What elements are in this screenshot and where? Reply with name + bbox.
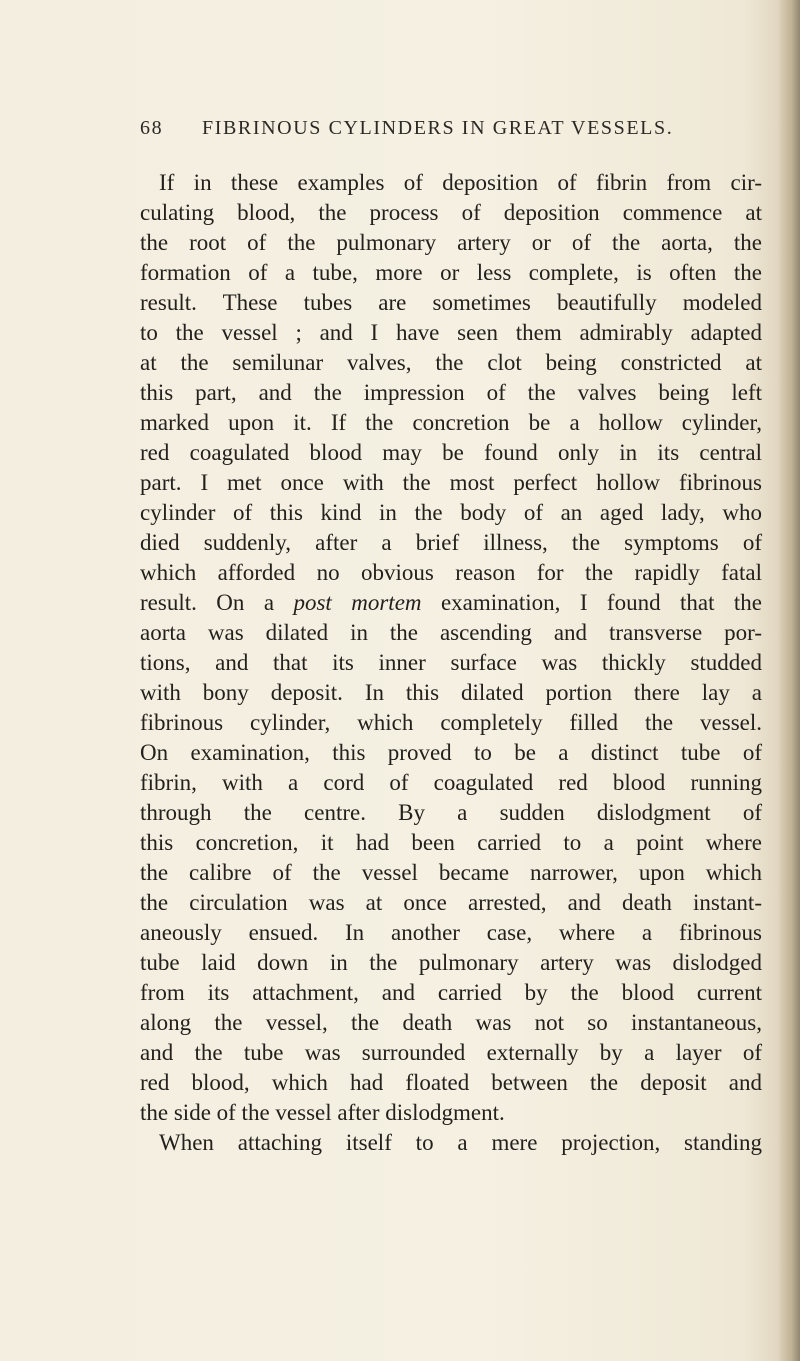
text-line: the calibre of the vessel became narrower, upon which <box>140 860 762 885</box>
text-line: tions, and that its inner surface was thickly studded <box>140 650 762 675</box>
text-segment: result. On a <box>140 590 275 615</box>
text-segment: examination, I found that the <box>440 590 763 615</box>
text-line: aneously ensued. In another case, where a fibrinous <box>140 920 762 945</box>
text-line: fibrinous cylinder, which completely filled the vessel. <box>140 710 762 735</box>
text-line: to the vessel ; and I have seen them admirably adapted <box>140 320 762 345</box>
text-line: from its attachment, and carried by the blood current <box>140 980 762 1005</box>
text-line: If in these examples of deposition of fibrin from cir- <box>159 170 762 195</box>
running-head <box>140 117 740 143</box>
text-line-with-italic <box>140 588 762 618</box>
page-binding-edge <box>778 0 800 1361</box>
paragraph-end-line: the side of the vessel after dislodgment. <box>140 1100 505 1125</box>
text-line: marked upon it. If the concretion be a hollow cylinder, <box>140 410 762 435</box>
chapter-title: FIBRINOUS CYLINDERS IN GREAT VESSELS. <box>202 117 674 139</box>
text-line: this part, and the impression of the valves being left <box>140 380 762 405</box>
text-line: the root of the pulmonary artery or of the aorta, the <box>140 230 762 255</box>
page-number: 68 <box>140 117 164 139</box>
text-line: fibrin, with a cord of coagulated red blood running <box>140 770 762 795</box>
text-line: through the centre. By a sudden dislodgment of <box>140 800 762 825</box>
italic-phrase: post mortem <box>293 590 422 615</box>
text-line: tube laid down in the pulmonary artery was dislodged <box>140 950 762 975</box>
text-line: aorta was dilated in the ascending and transverse por- <box>140 620 762 645</box>
text-line: died suddenly, after a brief illness, the symptoms of <box>140 530 762 555</box>
text-line: the circulation was at once arrested, and death instant- <box>140 890 762 915</box>
text-line: result. These tubes are sometimes beautifully modeled <box>140 290 762 315</box>
text-line: which afforded no obvious reason for the rapidly fatal <box>140 560 762 585</box>
text-line: On examination, this proved to be a distinct tube of <box>140 740 762 765</box>
text-line: along the vessel, the death was not so instantaneous, <box>140 1010 762 1035</box>
text-line: formation of a tube, more or less complete, is often the <box>140 260 762 285</box>
text-line: and the tube was surrounded externally by a layer of <box>140 1040 762 1065</box>
text-line: cylinder of this kind in the body of an aged lady, who <box>140 500 762 525</box>
body-text <box>140 168 762 1158</box>
text-line: red coagulated blood may be found only in its central <box>140 440 762 465</box>
text-line: part. I met once with the most perfect hollow fibrinous <box>140 470 762 495</box>
text-line: culating blood, the process of deposition commence at <box>140 200 762 225</box>
text-line: with bony deposit. In this dilated portion there lay a <box>140 680 762 705</box>
text-line: red blood, which had floated between the deposit and <box>140 1070 762 1095</box>
text-line: at the semilunar valves, the clot being constricted at <box>140 350 762 375</box>
text-line: When attaching itself to a mere projection, standing <box>159 1130 762 1155</box>
text-line: this concretion, it had been carried to a point where <box>140 830 762 855</box>
